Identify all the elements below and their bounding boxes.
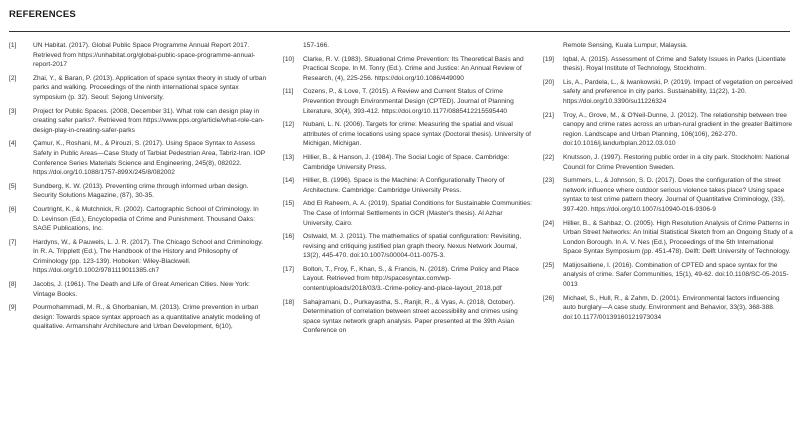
reference-text: Michael, S., Hull, R., & Zahm, D. (2001). Environmental factors influencing auto burglary—A case study. Environment and Behavior, 33(3), 368-388. doi:10.1177/00139160121973034	[563, 294, 780, 321]
reference-item	[543, 261, 793, 290]
reference-item	[9, 205, 267, 234]
reference-text: Abd El Raheem, A. A. (2019). Spatial Conditions for Sustainable Communities: The Case of Informal Settlements in GCR (Master's thesis). Al Azhar University, Cairo.	[303, 200, 533, 227]
reference-column-1	[9, 41, 267, 336]
reference-item	[283, 176, 533, 195]
reference-item	[9, 280, 267, 299]
reference-text: Iqbal, A. (2015). Assessment of Crime and Safety Issues in Parks (Licentiate thesis). Royal Institute of Technology, Stockholm.	[563, 55, 786, 73]
reference-item	[283, 232, 533, 261]
reference-item	[543, 176, 793, 214]
reference-item	[9, 107, 267, 136]
reference-text: Remote Sensing, Kuala Lumpur, Malaysia.	[563, 42, 688, 49]
reference-text: Hillier, B. (1996). Space is the Machine: A Configurationally Theory of Architecture. Cambridge: Cambridge University Press.	[303, 177, 505, 194]
reference-text: Troy, A., Grove, M., & O'Neil-Dunne, J. (2012). The relationship between tree canopy and crime rates across an urban-rural gradient in the greater Baltimore region. Landscape and Urban Planning, 106(106), 262-270. doi:10.1016/j.landurbplan.2012.03.010	[563, 111, 793, 148]
reference-text: Cozens, P., & Love, T. (2015). A Review and Current Status of Crime Prevention through Environmental Design (CPTED). Journal of Planning Literature, 30(4), 393-412. https://doi.org/10.1177/0885412215595440	[303, 88, 514, 115]
reference-text: Knutsson, J. (1997). Restoring public order in a city park. Stockholm: National Council for Crime Prevention Sweden.	[563, 153, 790, 171]
reference-number: [11]	[283, 88, 294, 96]
section-heading: REFERENCES	[9, 9, 76, 20]
reference-column-2	[283, 41, 533, 340]
heading-divider	[9, 31, 790, 32]
reference-text: Bolton, T., Froy, F., Khan, S., & Francis, N. (2018). Crime Policy and Place Layout. Retrieved from http://spacesyntax.com/wp-content/uploads/2018/03/3.-Crime-policy-and-place-layout_2018.pdf	[303, 265, 519, 293]
reference-number: [21]	[543, 111, 554, 119]
reference-text: Sundberg, K. W. (2013). Preventing crime through informed urban design. Security Solutions Magazine, (87), 30-35.	[33, 182, 249, 200]
reference-text: Sahajramani, D., Purkayastha, S., Ranjit, R., & Vyas, A. (2018, October). Determination of correlation between street accessibility and crimes using space syntax network graph analysis. Paper presented at the 39th Asian Conference on	[303, 298, 518, 335]
reference-text: Çamur, K., Roshani, M., & Pirouzi, S. (2017). Using Space Syntax to Assess Safety in Public Areas—Case Study of Tarbiat Pedestrian Area, Tabriz-Iran. IOP Conference Series Materials Science and Engineering, 245(8), 082022. https://doi.org/10.1088/1757-899X/245/8/082002	[33, 140, 265, 177]
reference-text: 157-166.	[303, 42, 330, 49]
reference-text: Zhai, Y., & Baran, P. (2013). Application of space syntax theory in study of urban parks and walking. Proceedings of the ninth international space syntax symposium (p. 32). Seoul: Sejong University.	[33, 74, 267, 101]
reference-number: [16]	[283, 233, 294, 241]
reference-item	[9, 238, 267, 276]
reference-text: Matijosaitiene, I. (2016). Combination of CPTED and space syntax for the analysis of crime. Safer Communities, 15(1), 49-62. doi:10.1108/SC-05-2015-0013	[563, 261, 789, 289]
reference-text: Hardyns, W., & Pauwels, L. J. R. (2017). The Chicago School and Criminology. In R. A. Tripplett (Ed.), The Handbook of the History and Philosophy of Criminology (pp. 123-139). Hoboken: Wiley-Blackwell. https://doi.org/10.1002/9781119011385.ch7	[33, 238, 263, 275]
reference-item	[9, 139, 267, 177]
reference-number: [9]	[9, 304, 17, 312]
reference-number: [7]	[9, 238, 17, 246]
reference-item	[543, 111, 793, 149]
reference-text: Project for Public Spaces. (2008, December 31). What role can design play in creating safer parks?. Retrieved from https://www.pps.org/article/what-role-can-design-play-in-creating-safer-parks	[33, 107, 265, 134]
reference-number: [3]	[9, 107, 17, 115]
reference-number: [20]	[543, 78, 554, 86]
reference-text: Pourmohammadi, M. R., & Ghorbanian, M. (2013). Crime prevention in urban design: Towards space syntax approach as a quantitative analytic modeling of qualitative. Armanshahr Architecture and Urban Development, 6(10),	[33, 304, 261, 331]
reference-item	[283, 265, 533, 294]
reference-number: [8]	[9, 281, 17, 289]
reference-text: UN Habitat. (2017). Global Public Space Programme Annual Report 2017. Retrieved from https://unhabitat.org/global-public-space-programme-annual-report-2017	[33, 42, 256, 69]
reference-column-3	[543, 41, 793, 326]
reference-item	[543, 153, 793, 172]
reference-continuation	[543, 41, 793, 51]
reference-number: [12]	[283, 121, 294, 129]
reference-number: [13]	[283, 153, 294, 161]
reference-number: [4]	[9, 140, 17, 148]
reference-text: Lis, A., Pardela, L., & Iwankowski, P. (2019). Impact of vegetation on perceived safety and preference in city parks. Sustainability, 11(22), 1-20. https://doi.org/10.3390/su11226324	[563, 78, 793, 105]
reference-item	[283, 298, 533, 336]
reference-item	[543, 219, 793, 257]
reference-item	[543, 78, 793, 107]
reference-number: [23]	[543, 177, 554, 185]
reference-number: [24]	[543, 219, 554, 227]
reference-text: Summers, L., & Johnson, S. D. (2017). Does the configuration of the street network influence where outdoor serious violence takes place? Using space syntax to test crime pattern theory. Journal of Quantitative Criminology, (33), 397-420. https://doi.org/10.1007/s10940-016-9306-9	[563, 177, 785, 213]
reference-item	[9, 303, 267, 332]
reference-number: [2]	[9, 74, 17, 82]
reference-text: Hillier, B., & Sahbaz, O. (2005). High Resolution Analysis of Crime Patterns in Urban Street Networks: An Initial Statistical Sketch from an Ongoing Study of a London Borough. In A. V. Nes (Ed.), Proceedings of the 5th International Space Syntax Symposium (pp. 451-478). Delft: Delft University of Technology.	[563, 219, 793, 256]
reference-number: [26]	[543, 294, 554, 302]
reference-continuation	[283, 41, 533, 51]
reference-item	[283, 55, 533, 84]
reference-number: [18]	[283, 298, 294, 306]
reference-text: Nubani, L. N. (2006). Targets for crime: Measuring the spatial and visual attributes of crime locations using space syntax (Doctoral thesis). University of Michigan, Michigan.	[303, 121, 531, 148]
reference-item	[9, 182, 267, 201]
reference-number: [10]	[283, 55, 294, 63]
reference-text: Ostwald, M. J. (2011). The mathematics of spatial configuration: Revisiting, revising and critiquing justified plan graph theory. Nexus Network Journal, 13(2), 445-470. doi:10.1007/s00004-011-0075-3.	[303, 233, 522, 260]
reference-text: Courtright, K., & Mutchnick, R. (2002). Cartographic School of Criminology. In D. Levinson (Ed.), Encyclopedia of Crime and Punishment. Thousand Oaks: SAGE Publications, Inc.	[33, 205, 259, 233]
reference-item	[283, 120, 533, 149]
reference-text: Clarke, R. V. (1983). Situational Crime Prevention: Its Theoretical Basis and Practical Scope. In M. Tonry (Ed.). Crime and Justice: An Annual Review of Research, (4), 225-256. https://doi.org/10.1086/449090	[303, 55, 524, 82]
reference-item	[543, 55, 793, 74]
reference-text: Jacobs, J. (1961). The Death and Life of Great American Cities. New York: Vintage Books.	[33, 281, 250, 298]
reference-number: [14]	[283, 177, 294, 185]
reference-item	[283, 153, 533, 172]
reference-item	[283, 199, 533, 228]
reference-number: [1]	[9, 42, 17, 49]
reference-item	[9, 41, 267, 70]
reference-item	[9, 74, 267, 103]
reference-item	[283, 87, 533, 116]
reference-number: [22]	[543, 153, 554, 161]
reference-number: [6]	[9, 205, 17, 213]
reference-number: [5]	[9, 182, 17, 190]
reference-item	[543, 294, 793, 323]
reference-number: [19]	[543, 55, 554, 63]
reference-text: Hillier, B., & Hanson, J. (1984). The Social Logic of Space. Cambridge: Cambridge University Press.	[303, 153, 510, 171]
reference-number: [17]	[283, 265, 294, 273]
reference-number: [15]	[283, 200, 294, 208]
reference-number: [25]	[543, 261, 554, 269]
